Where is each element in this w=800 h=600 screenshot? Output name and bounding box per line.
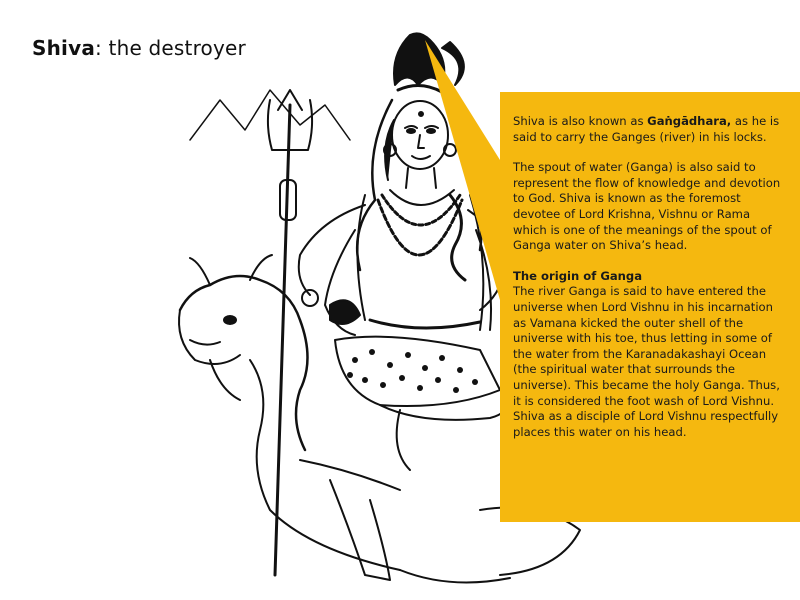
callout-heading: The origin of Ganga bbox=[513, 268, 643, 283]
info-callout bbox=[500, 92, 800, 522]
callout-paragraph-3: The river Ganga is said to have entered the universe when Lord Vishnu in his incarnation as Vamana kicked the outer shell of the universe with his toe, thus letting in some of the water from the Karanadakashayi Ocean (the spiritual water that surrounds the universe). This became the holy Ganga. Thus, it is considered the foot wash of Lord Vishnu. Shiva as a disciple of Lord Vishnu respectfully places this water on his head. bbox=[513, 284, 780, 439]
callout-paragraph-2: The spout of water (Ganga) is also said to represent the flow of knowledge and devotion to God. Shiva is known as the foremost devotee of Lord Krishna, Vishnu or Rama which is one of the meanings of the spout of Ganga water on Shiva’s head. bbox=[513, 160, 781, 253]
callout-p1-text: Shiva is also known as bbox=[513, 114, 648, 128]
gangadhara-term: Gaṅgādhara, bbox=[647, 114, 732, 128]
title-name: Shiva bbox=[32, 36, 96, 60]
title-suffix: : the destroyer bbox=[95, 36, 246, 60]
callout-p1-text-end: as he is said to carry the Ganges (river) in his locks. bbox=[513, 114, 780, 144]
callout-paragraph-1 bbox=[513, 114, 786, 145]
